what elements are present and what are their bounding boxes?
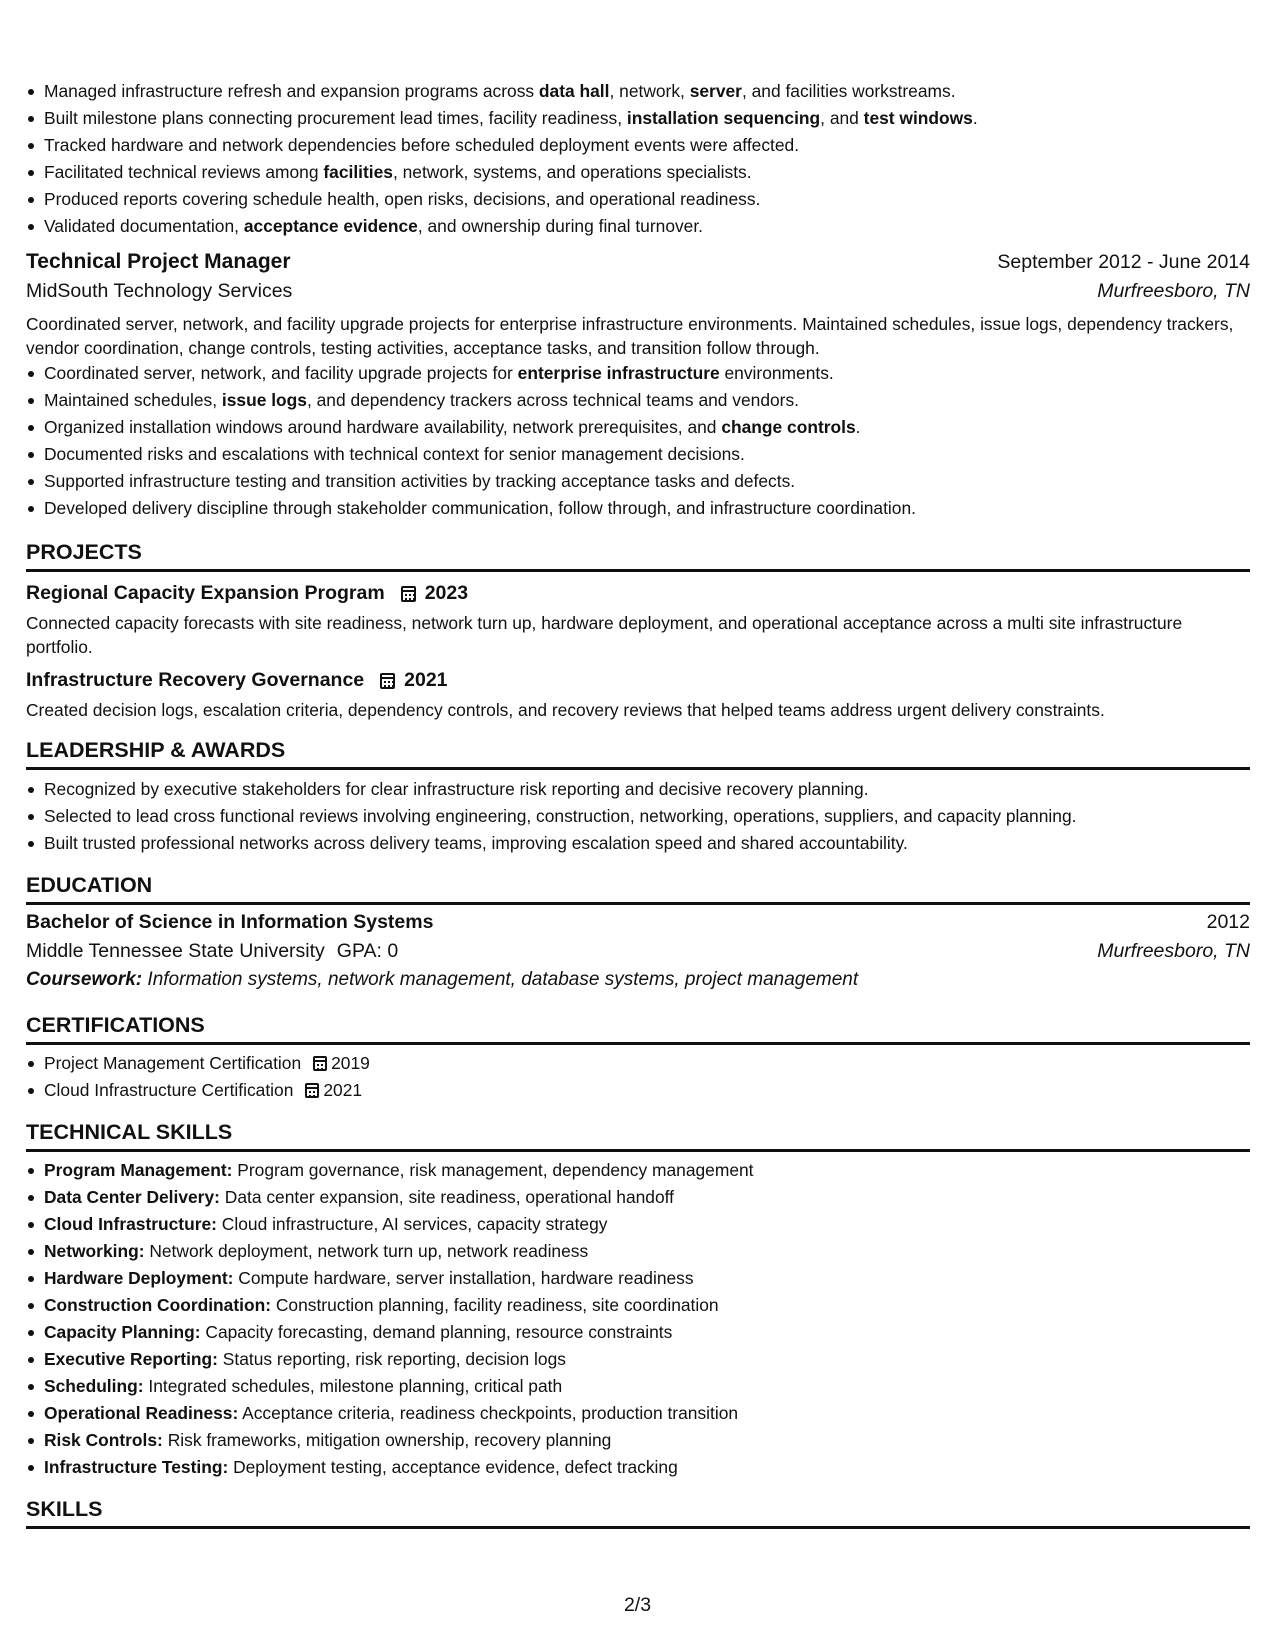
education-heading: EDUCATION: [26, 873, 1250, 905]
projects-list: [26, 582, 1250, 722]
skill-value: Program governance, risk management, dependency management: [237, 1160, 754, 1180]
project-header: [26, 669, 1250, 692]
text-segment: Supported infrastructure testing and transition activities by tracking acceptance tasks and defects.: [44, 471, 796, 491]
intro-bullet-list: [26, 78, 1250, 240]
text-segment: , and dependency trackers across technical teams and vendors.: [306, 390, 799, 410]
text-segment: .: [972, 108, 978, 128]
skill-value: Compute hardware, server installation, hardware readiness: [238, 1268, 694, 1288]
text-segment: , and ownership during final turnover.: [417, 216, 704, 236]
list-item: [26, 186, 1250, 213]
list-item: [26, 213, 1250, 240]
bold-text: acceptance evidence: [243, 216, 418, 236]
list-item: [26, 78, 1250, 105]
job-header: [26, 250, 1250, 274]
skills-heading: SKILLS: [26, 1497, 1250, 1529]
text-segment: Developed delivery discipline through stakeholder communication, follow through, and infrastructure coordination.: [44, 498, 916, 518]
calendar-icon: [313, 1056, 327, 1071]
skill-item: [26, 1184, 1250, 1211]
text-segment: , and facilities workstreams.: [741, 81, 956, 101]
certifications-heading: CERTIFICATIONS: [26, 1013, 1250, 1045]
graduation-year: 2012: [1206, 911, 1250, 933]
bold-text: server: [689, 81, 742, 101]
skill-label: Capacity Planning:: [44, 1322, 201, 1342]
leadership-bullet-list: [26, 776, 1250, 857]
text-segment: , and: [820, 108, 864, 128]
text-segment: Built milestone plans connecting procurement lead times, facility readiness,: [44, 108, 627, 128]
text-segment: Facilitated technical reviews among: [44, 162, 324, 182]
company-name: MidSouth Technology Services: [26, 280, 293, 302]
list-item: [26, 468, 1250, 495]
bold-text: facilities: [323, 162, 393, 182]
job-subheader: [26, 280, 1250, 303]
project-entry: [26, 669, 1250, 722]
bold-text: issue logs: [221, 390, 307, 410]
text-segment: environments.: [719, 363, 834, 383]
projects-heading: PROJECTS: [26, 540, 1250, 572]
list-item: Recognized by executive stakeholders for clear infrastructure risk reporting and decisive recovery planning.: [26, 776, 1250, 803]
job-dates: September 2012 - June 2014: [997, 251, 1250, 273]
skill-value: Network deployment, network turn up, network readiness: [149, 1241, 589, 1261]
education-header: [26, 911, 1250, 934]
list-item: Selected to lead cross functional reviews involving engineering, construction, networking, operations, suppliers, and capacity planning.: [26, 803, 1250, 830]
text-segment: Coordinated server, network, and facility upgrade projects for: [44, 363, 518, 383]
project-year: 2023: [424, 582, 469, 604]
skill-value: Data center expansion, site readiness, operational handoff: [224, 1187, 675, 1207]
list-item: [26, 387, 1250, 414]
certification-row: [44, 1077, 1250, 1104]
degree-title: Bachelor of Science in Information Systems: [26, 911, 434, 933]
list-item: [26, 159, 1250, 186]
resume-page: [26, 78, 1250, 1529]
skill-label: Executive Reporting:: [44, 1349, 218, 1369]
project-name: Regional Capacity Expansion Program: [26, 582, 385, 604]
skill-label: Scheduling:: [44, 1376, 144, 1396]
certification-name: Project Management Certification: [44, 1053, 302, 1073]
calendar-icon: [401, 586, 416, 602]
skill-label: Operational Readiness:: [44, 1403, 239, 1423]
skill-label: Networking:: [44, 1241, 145, 1261]
skill-item: [26, 1373, 1250, 1400]
skill-item: [26, 1238, 1250, 1265]
text-segment: Organized installation windows around hardware availability, network prerequisites, and: [44, 417, 722, 437]
bold-text: test windows: [863, 108, 973, 128]
list-item: Built trusted professional networks across delivery teams, improving escalation speed and shared accountability.: [26, 830, 1250, 857]
skill-label: Cloud Infrastructure:: [44, 1214, 217, 1234]
skill-value: Acceptance criteria, readiness checkpoints, production transition: [242, 1403, 739, 1423]
text-segment: Managed infrastructure refresh and expansion programs across: [44, 81, 539, 101]
text-segment: Maintained schedules,: [44, 390, 222, 410]
leadership-heading: LEADERSHIP & AWARDS: [26, 738, 1250, 770]
skill-value: Integrated schedules, milestone planning, critical path: [148, 1376, 563, 1396]
skill-value: Risk frameworks, mitigation ownership, recovery planning: [167, 1430, 612, 1450]
skill-item: [26, 1400, 1250, 1427]
text-segment: , network,: [609, 81, 690, 101]
text-segment: , network, systems, and operations specialists.: [392, 162, 752, 182]
skill-item: [26, 1427, 1250, 1454]
text-segment: .: [855, 417, 861, 437]
project-year: 2021: [404, 669, 448, 691]
skill-value: Construction planning, facility readiness, site coordination: [275, 1295, 719, 1315]
certification-year: 2021: [323, 1080, 363, 1100]
list-item: [26, 360, 1250, 387]
skill-item: [26, 1157, 1250, 1184]
calendar-icon: [380, 673, 395, 689]
skill-label: Risk Controls:: [44, 1430, 163, 1450]
skill-label: Hardware Deployment:: [44, 1268, 234, 1288]
project-description: Created decision logs, escalation criteria, dependency controls, and recovery reviews that helped teams address urgent delivery constraints.: [26, 700, 1105, 720]
project-entry: [26, 582, 1250, 659]
skill-value: Deployment testing, acceptance evidence, defect tracking: [233, 1457, 678, 1477]
certification-item: [26, 1077, 1250, 1104]
bold-text: data hall: [538, 81, 610, 101]
job-location: Murfreesboro, TN: [1097, 280, 1250, 302]
skill-value: Cloud infrastructure, AI services, capacity strategy: [221, 1214, 608, 1234]
certification-item: [26, 1050, 1250, 1077]
list-item: [26, 132, 1250, 159]
coursework: [26, 969, 1250, 991]
certification-row: [44, 1050, 1250, 1077]
skill-item: [26, 1292, 1250, 1319]
skill-value: Capacity forecasting, demand planning, resource constraints: [205, 1322, 673, 1342]
coursework-label: Coursework:: [26, 969, 143, 990]
certifications-list: [26, 1050, 1250, 1104]
list-item: [26, 441, 1250, 468]
list-item: [26, 414, 1250, 441]
certification-name: Cloud Infrastructure Certification: [44, 1080, 294, 1100]
coursework-text: Information systems, network management, database systems, project management: [147, 969, 859, 990]
school-location: Murfreesboro, TN: [1097, 940, 1250, 962]
skill-value: Status reporting, risk reporting, decision logs: [222, 1349, 566, 1369]
gpa: GPA: 0: [336, 940, 399, 962]
text-segment: Tracked hardware and network dependencies before scheduled deployment events were affected.: [44, 135, 800, 155]
bold-text: installation sequencing: [626, 108, 821, 128]
project-description: Connected capacity forecasts with site readiness, network turn up, hardware deployment, and operational acceptance across a multi site infrastructure portfolio.: [26, 613, 1183, 657]
skill-label: Infrastructure Testing:: [44, 1457, 229, 1477]
project-name: Infrastructure Recovery Governance: [26, 669, 365, 691]
list-item: [26, 495, 1250, 522]
skill-item: [26, 1265, 1250, 1292]
job-title: Technical Project Manager: [26, 250, 291, 273]
skill-label: Program Management:: [44, 1160, 233, 1180]
project-header: [26, 582, 1250, 605]
job-bullet-list: [26, 360, 1250, 522]
page-number: 2/3: [623, 1594, 652, 1616]
skill-item: [26, 1346, 1250, 1373]
skill-item: [26, 1319, 1250, 1346]
skill-item: [26, 1454, 1250, 1481]
school-name: Middle Tennessee State University: [26, 940, 325, 962]
calendar-icon: [305, 1083, 319, 1098]
text-segment: Documented risks and escalations with technical context for senior management decisions.: [44, 444, 745, 464]
list-item: [26, 105, 1250, 132]
job-summary: Coordinated server, network, and facility upgrade projects for enterprise infrastructure environments. Maintained schedules, issue logs, dependency trackers, vendor coordination, change controls, testing activities, acceptance tasks, and transition follow through.: [26, 314, 1234, 358]
bold-text: change controls: [721, 417, 856, 437]
skill-label: Data Center Delivery:: [44, 1187, 220, 1207]
skill-label: Construction Coordination:: [44, 1295, 272, 1315]
technical-skills-heading: TECHNICAL SKILLS: [26, 1120, 1250, 1152]
technical-skills-list: [26, 1157, 1250, 1481]
certification-year: 2019: [331, 1053, 370, 1073]
bold-text: enterprise infrastructure: [517, 363, 720, 383]
school-line: [26, 940, 398, 963]
skill-item: [26, 1211, 1250, 1238]
text-segment: Produced reports covering schedule health, open risks, decisions, and operational readiness.: [44, 189, 761, 209]
education-subheader: [26, 940, 1250, 963]
text-segment: Validated documentation,: [44, 216, 244, 236]
